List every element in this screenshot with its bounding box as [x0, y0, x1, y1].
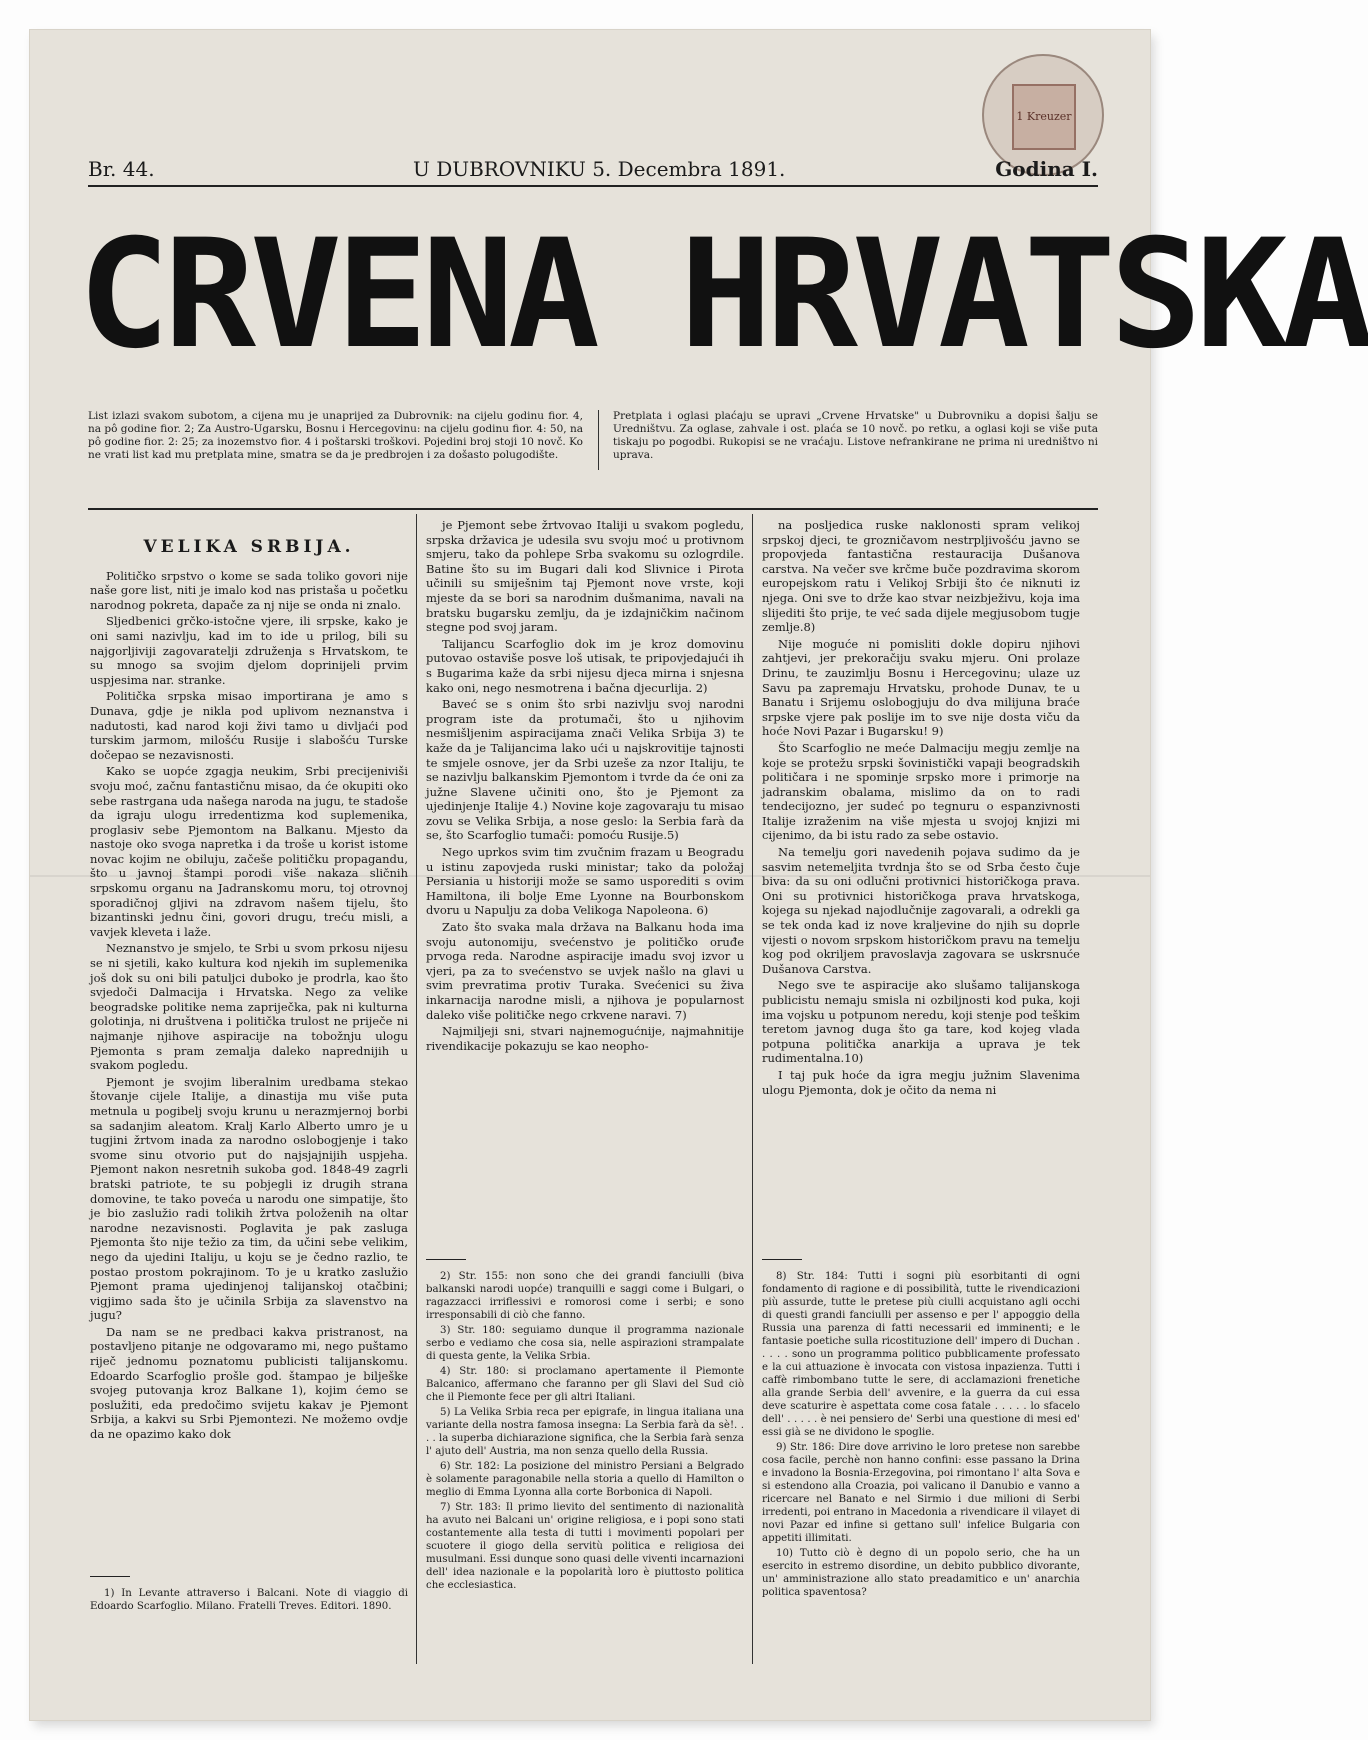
newspaper-page	[30, 30, 1368, 1720]
paragraph: Kako se uopće zgagja neukim, Srbi precijeniviši svoju moć, začnu fantastičnu misao, da će okupiti oko sebe rastrgana uda našega naroda na jugu, te stadoše da igraju ulogu irredentizma kod suplemenika, proglasiv sebe Pjemontom na Balkanu. Mjesto da nastoje oko svoga napretka i da troše u korist istome novac kojim ne obiluju, začeše političku propagandu, što u javnoj štampi porodi više nakaza sličnih srpskomu organu na Jadranskomu moru, toj otrovnoj sporadičnoj gljivi na zdravom našem tijelu, što bizantinski jednu čini, govori drugu, treću misli, a vavjek kleveta i laže.	[90, 764, 408, 939]
paragraph: Politička srpska misao importirana je amo s Dunava, gdje je nikla pod uplivom neznanstva i nadutosti, kad narod koji živi tamo u divljaći pod turskim jarmom, milošću Rusije i slabošću Turske dočepao se nezavisnosti.	[90, 689, 408, 762]
paragraph: Najmiljeji sni, stvari najnemogućnije, najmahnitije rivendikacije pokazuju se kao neopho-	[426, 1024, 744, 1053]
paragraph: Političko srpstvo o kome se sada toliko govori nije naše gore list, niti je imalo kod nas pristaša u početku narodnog pokreta, dapače za nj nije se onda ni znalo.	[90, 568, 408, 612]
paragraph: Neznanstvo je smjelo, te Srbi u svom prkosu nijesu se ni sjetili, kako kultura kod njekih im suplemenika još dok su oni bili patuljci duboko je prodrla, kao što svjedoči Dalmacija i Hrvatska. Nego za velike beogradske politike nema zapriječka, pak ni kulturna golotinja, ni društvena i politička trulost ne priječe ni najmanje njihove aspiracije na tobožnju ulogu Pjemonta s pram zemalja daleko naprednijih u svakom pogledu.	[90, 941, 408, 1073]
footnote: 6) Str. 182: La posizione del ministro Persiani a Belgrado è solamente paragonabile nella storia a quello di Hamilton o meglio di Emma Lyonna alla corte Borbonica di Napoli.	[426, 1461, 744, 1498]
header-rule	[88, 508, 1098, 510]
issue-line	[88, 155, 1098, 187]
paragraph: na posljedica ruske naklonosti spram velikoj srpskoj djeci, te grozničavom nestrpljivošću javno se propovjeda fantastična restauracija Dušanova carstva. Na večer sve krčme buče pozdravima skorom europejskom ratu i Velikoj Srbiji što će niknuti iz njega. Oni sve to drže kao stvar neizbježivu, koja ima slijediti što prije, te već sada dijele megjusobom tugje zemlje.8)	[762, 518, 1080, 635]
footnotes-column-1	[90, 1562, 408, 1615]
masthead-title: CRVENA HRVATSKA	[77, 208, 1368, 382]
paragraph: Nije moguće ni pomisliti dokle dopiru njihovi zahtjevi, jer prekoračiju svaku mjeru. Oni prolaze Drinu, te zauzimlju Bosnu i Hercegovinu; ulaze uz Savu pa zapremaju Hrvatsku, prohode Dunav, te u Banatu i Srijemu oslobogjuju do dva milijuna braće srpske vjere pak poslije im to sve nije dosta viču da hoće Novi Pazar i Bugarsku! 9)	[762, 636, 1080, 739]
paragraph: Talijancu Scarfoglio dok im je kroz domovinu putovao ostaviše posve loš utisak, te pripovjedajući ih s Bugarima kaže da srbi nijesu djeca mirna i snjesna kako oni, nego nesmotrena i bačna djecurlija. 2)	[426, 636, 744, 695]
advertising-terms: Pretplata i oglasi plaćaju se upravi „Crvene Hrvatske" u Dubrovniku a dopisi šalju se Uredništvu. Za oglase, zahvale i ost. plaća se 10 novč. po retku, a oglasi koji se više puta tiskaju po pogodbi. Rukopisi se ne vraćaju. Listove nefrankirane ne prima ni uredništvo ni uprava.	[613, 410, 1098, 461]
issue-year: Godina I.	[995, 157, 1098, 181]
article-column-2	[426, 518, 744, 1055]
paragraph: Nego sve te aspiracije ako slušamo talijanskoga publicistu nemaju smisla ni ozbiljnosti kod puka, koji ima vojsku u potpunom neredu, koji stenje pod teškim teretom javnog duga što ga tare, kod kojeg vlada potpuna politička anarkija a uprava je tek rudimentalna.10)	[762, 978, 1080, 1066]
footnote: 9) Str. 186: Dire dove arrivino le loro pretese non sarebbe cosa facile, perchè non hanno confini: esse passano la Drina e invadono la Bosnia-Erzegovina, poi rimontano l' alta Sova e si estendono alla Croazia, poi valicano il Danubio e vanno a ricercare nel Banato e nel Sirmio i due milioni di Serbi irredenti, poi entrano in Macedonia a rivendicare il vilayet di novi Pazar ed infine si gettano sull' infelice Bulgaria con appetiti illimitati.	[762, 1442, 1080, 1544]
issue-date: U DUBROVNIKU 5. Decembra 1891.	[413, 157, 786, 181]
article-headline: VELIKA SRBIJA.	[143, 537, 355, 557]
footnote: 1) In Levante attraverso i Balcani. Note di viaggio di Edoardo Scarfoglio. Milano. Fratelli Treves. Editori. 1890.	[90, 1588, 408, 1612]
paragraph: Sljedbenici grčko-istočne vjere, ili srpske, kako je oni sami nazivlju, kad im to ide u prilog, bili su najgorljiviji zagovaratelji združenja s Hrvatskom, te su mnogo sa svojim djelom doprinijeli prvim uspjesima nar. stranke.	[90, 614, 408, 687]
footnote-rule	[90, 1576, 130, 1577]
footnote: 7) Str. 183: Il primo lievito del sentimento di nazionalità ha avuto nei Balcani un' origine religiosa, e i popi sono stati costantemente alla testa di tutti i movimenti popolari per scuotere il giogo della servitù politica e religiosa dei musulmani. Essi dunque sono quasi delle viventi incarnazioni dell' idea nazionale e la popolarità loro è piuttosto politica che ecclesiastica.	[426, 1502, 744, 1591]
paragraph: Na temelju gori navedenih pojava sudimo da je sasvim netemeljita tvrdnja što se od Srba često čuje biva: da su oni odlučni protivnici historičkoga prava. Oni su protivnici historičkoga prava hrvatskoga, kojega su njekad najodlučnije zagovarali, a odrekli ga se tek onda kad iz nove kraljevine do njih su doprle vijesti o novom srpskom historičkom pravu na temelju kog pod okriljem pravoslavja zagovara se uskrsnuće Dušanova Carstva.	[762, 845, 1080, 976]
footnotes-column-3	[762, 1245, 1080, 1601]
footnotes-column-2	[426, 1245, 744, 1594]
paragraph: Da nam se ne predbaci kakva pristranost, na postavljeno pitanje ne odgovaramo mi, nego puštamo riječ jednomu poznatomu publicisti talijanskomu. Edoardo Scarfoglio prošle god. štampao je bilješke svojeg putovanja kroz Balkane 1), kojim ćemo se poslužiti, eda predočimo svijetu kakav je Pjemont Srbija, a kakvi su Srbi Pjemontezi. Ne možemo ovdje da ne opazimo kako dok	[90, 1324, 408, 1442]
paragraph: Što Scarfoglio ne meće Dalmaciju megju zemlje na koje se protežu srpski šovinistički vapaji beogradskih političara i ne spominje srpsko more i primorje na jadranskim obalama, mislimo da on to radi tendecijozno, jer sudeć po tegnuru o espanzivnosti Italije izraženim na više mjesta u svojoj knjizi mi cijenimo, da bi istu rado za sebe ostavio.	[762, 740, 1080, 843]
paragraph: Nego uprkos svim tim zvučnim frazam u Beogradu u istinu zapovjeda ruski ministar; tako da položaj Persiania u historiji može se samo usporediti s ovim Hamiltona, ili bolje Eme Lyonne na Bourbonskom dvoru u Napulju za doba Velikoga Napoleona. 6)	[426, 845, 744, 918]
footnote-rule	[762, 1259, 802, 1260]
issue-number: Br. 44.	[88, 157, 155, 181]
stamp-emblem	[1012, 84, 1076, 150]
subscription-terms: List izlazi svakom subotom, a cijena mu je unaprijed za Dubrovnik: na cijelu godinu fior. 4, na pô godine fior. 2; Za Austro-Ugarsku, Bosnu i Hercegovinu: na cijelu godinu fior. 4: 50, na pô godine fior. 2: 25; za inozemstvo fior. 4 i poštarski troškovi. Pojedini broj stoji 10 novč. Ko ne vrati list kad mu pretplata mine, smatra se da je predbrojen i za došasto polugodište.	[88, 410, 583, 461]
paragraph: Zato što svaka mala država na Balkanu hoda ima svoju autonomiju, svećenstvo je političko oruđe prvoga reda. Narodne aspiracije imadu svoj izvor u vjeri, pa za to svećenstvo se uvjek našlo na glavi u svim prevratima protiv Turaka. Svećenici su živa inkarnacija narodne misli, a njihova je popularnost daleko više političke nego crkvene naravi. 7)	[426, 920, 744, 1022]
column-rule-1	[416, 514, 417, 1664]
footnote: 8) Str. 184: Tutti i sogni più esorbitanti di ogni fondamento di ragione e di possibilità, tutte le rivendicazioni più assurde, tutte le pretese più ciulli acquistano agli occhi di questi grandi fanciulli per assenso e per l' appoggio della Russia una parenza di fatti necessarii ed imminenti; e le fantasie poetiche sulla ricostituzione dell' impero di Duchan . . . . . sono un programma politico pubblicamente professato e la cui attuazione è invocata con vistosa inpazienza. Tutti i caffè rimbombano tutte le sere, di acclamazioni frenetiche alla grande Serbia dell' avvenire, e la guerra da cui essa deve scaturire è aspettata come cosa fatale . . . . . lo sfacelo dell' . . . . . è nei pensiero de' Serbi una questione di mesi ed' essi già se ne dividono le spoglie.	[762, 1271, 1080, 1438]
stamp-text: 1 Kreuzer	[1016, 110, 1072, 123]
footnote: 10) Tutto ciò è degno di un popolo serio, che ha un esercito in estremo disordine, un debito pubblico divorante, un' amministrazione allo stato preadamitico e un' anarchia politica spaventosa?	[762, 1548, 1080, 1598]
subscription-divider	[598, 410, 599, 470]
footnote: 2) Str. 155: non sono che dei grandi fanciulli (biva balkanski narodi uopće) tranquilli e saggi come i Bulgari, o ragazzacci irriflessivi e romorosi come i serbi; e sono irresponsabili di ciò che fanno.	[426, 1271, 744, 1321]
column-rule-2	[752, 514, 753, 1664]
article-column-3	[762, 518, 1080, 1099]
footnote: 4) Str. 180: si proclamano apertamente il Piemonte Balcanico, affermano che faranno per gli Slavi del Sud ciò che il Piemonte fece per gli altri Italiani.	[426, 1366, 744, 1403]
footnote: 3) Str. 180: seguiamo dunque il programma nazionale serbo e vediamo che cosa sia, nelle aspirazioni strampalate di questa gente, la Velika Srbia.	[426, 1325, 744, 1362]
paragraph: I taj puk hoće da igra megju južnim Slavenima ulogu Pjemonta, dok je očito da nema ni	[762, 1067, 1080, 1097]
paragraph: Baveć se s onim što srbi nazivlju svoj narodni program iste da protumači, što u njihovim nesmišljenim aspiracijama znači Velika Srbija 3) te kaže da je Talijancima lako ući u najskrovitije tajnosti te smjele osnove, jer da Srbi uzeše za nzor Italiju, te se nazivlju balkanskim Pjemontom i tvrde da će oni za južne Slavene učiniti ono, što je Pjemont za ujedinjenje Italije 4.) Novine koje zagovaraju tu misao zovu se Velika Srbija, a nose geslo: la Serbia farà da se, što Scarfoglio tumači: pomoću Rusije.5)	[426, 697, 744, 843]
footnote: 5) La Velika Srbia reca per epigrafe, in lingua italiana una variante della nostra famosa insegna: La Serbia farà da sè!. . . . la superba dichiarazione significa, che la Serbia farà senza l' ajuto dell' Austria, ma non senza quello della Russia.	[426, 1407, 744, 1457]
footnote-rule	[426, 1259, 466, 1260]
subscription-info	[88, 410, 1098, 485]
article-column-1	[90, 518, 408, 1444]
paragraph: je Pjemont sebe žrtvovao Italiji u svakom pogledu, srpska državica je udesila svu svoju moć u protivnom smjeru, tako da pohlepe Srba svakomu su ozlogrdile. Batine što su im Bugari dali kod Slivnice i Pirota učinili su smiješnim taj Pjemont nove vrste, koji mjeste da se bori sa narodnim dušmanima, navali na bratsku bugarsku zemlju, da je izdajničkim načinom stegne pod svoj jaram.	[426, 518, 744, 635]
paragraph: Pjemont je svojim liberalnim uredbama stekao štovanje cijele Italije, a dinastija mu više puta metnula u pogibelj svoju krunu u nerazmjernoj borbi sa sadanjim aleatom. Kralj Karlo Alberto umro je u tugjini žrtvom inada za narodno oslobogjenje i tako svome sinu otvorio put do najsjajnijih uspjeha. Pjemont nakon nesretnih sukoba god. 1848-49 zagrli bratski patriote, te su pobjegli iz drugih strana domovine, te tako poveća u narodu one simpatije, što je bio zaslužio radi tolikih žrtva položenih na oltar narodne nezavisnosti. Poglavita je pak zasluga Pjemonta što nije težio za tim, da učini sebe velikim, nego da ujedini Italiju, u koju se je čedno razlio, te postao prostom pokrajinom. To je u kratko zaslužio Pjemont prama ujedinjenoj talijanskoj otačbini; vigjimo sada što je učinila Srbija za slavenstvo na jugu?	[90, 1074, 408, 1323]
